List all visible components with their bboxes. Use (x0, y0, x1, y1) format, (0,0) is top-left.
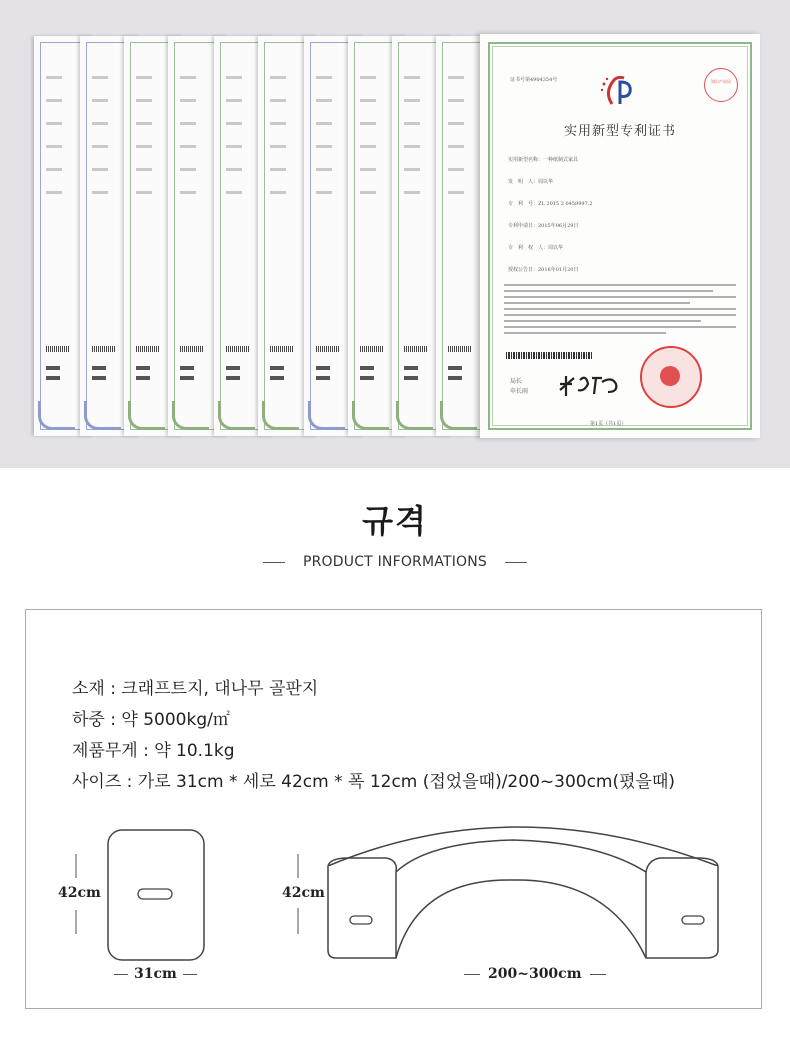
official-red-seal (640, 346, 702, 408)
field-patent-number: 专 利 号：ZL 2015 2 0459997.2 (508, 201, 593, 207)
field-owner: 专 利 权 人：周以华 (508, 245, 564, 251)
field-inventor: 发 明 人：周以华 (508, 179, 554, 185)
folded-height-label: 42cm (58, 885, 101, 901)
folded-width-label: 31cm (114, 966, 197, 982)
patent-office-logo-icon (598, 74, 642, 108)
certificate-body-text (504, 284, 736, 338)
handle-slot-icon (138, 889, 172, 899)
spec-list (72, 674, 675, 798)
director-name: 申长雨 (510, 388, 529, 395)
unfolded-height-label: 42cm (282, 885, 325, 901)
director-label: 局长 (510, 378, 523, 385)
section-subtitle (0, 554, 790, 570)
patent-certificate (480, 34, 760, 438)
field-name: 实用新型名称：一种纸制式家具 (508, 157, 579, 163)
director-signature-icon (556, 370, 626, 400)
spec-weight: 제품무게 : 약 10.1kg (72, 741, 235, 761)
certificate-barcode (506, 352, 592, 359)
certificates-banner (0, 0, 790, 468)
subtitle-text: PRODUCT INFORMATIONS (302, 554, 488, 570)
spec-material: 소재 : 크래프트지, 대나무 골판지 (72, 679, 319, 699)
section-title: 규격 (362, 502, 428, 540)
certificate-title: 实用新型专利证书 (563, 124, 676, 139)
page-footer: 第1页（共1页） (590, 421, 627, 427)
small-red-stamp: 知识产权局 (704, 68, 738, 102)
unfolded-product-shape (328, 866, 718, 958)
handle-slot-icon (350, 916, 372, 924)
divider-line (263, 562, 285, 563)
divider-line (505, 562, 527, 563)
unfolded-diagram (288, 818, 738, 986)
field-apply-date: 专利申请日：2015年06月29日 (508, 223, 579, 229)
folded-diagram (66, 822, 216, 982)
field-grant-date: 授权公告日：2016年01月20日 (508, 267, 579, 273)
spec-panel (25, 609, 762, 1009)
spec-size: 사이즈 : 가로 31cm * 세로 42cm * 폭 12cm (접었을때)/200~300cm(폈을때) (72, 772, 676, 792)
spec-load: 하중 : 약 5000kg/㎡ (72, 710, 230, 730)
certificate-number: 证书号第4904354号 (510, 77, 558, 83)
handle-slot-icon (682, 916, 704, 924)
unfolded-width-label: 200~300cm (464, 966, 606, 982)
